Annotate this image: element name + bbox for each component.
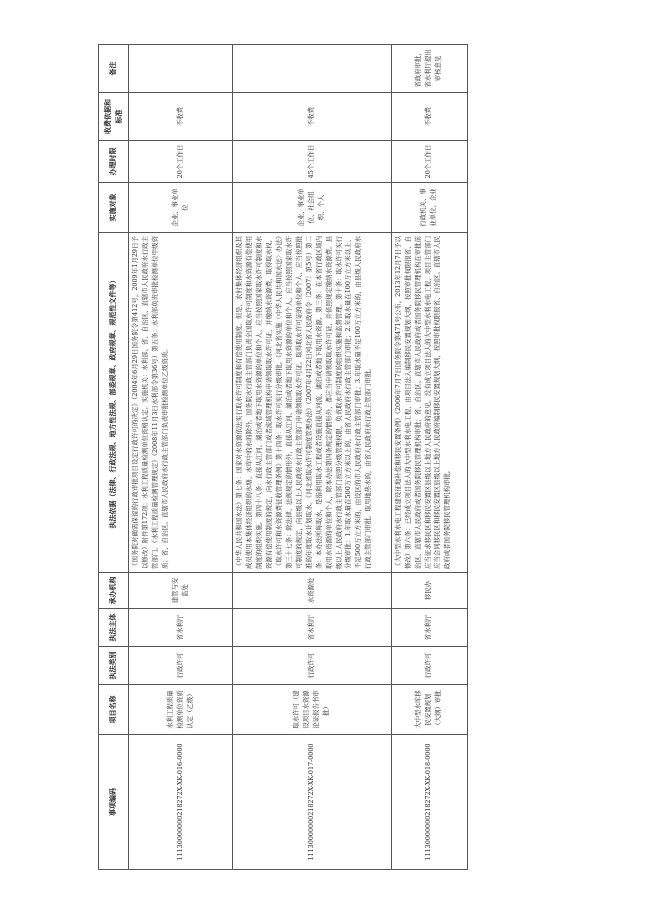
header-target: 实施对象	[99, 183, 129, 233]
cell-basis: 《大中型水利水电工程建设征地补偿和移民安置条例》（2006年7月7日国务院令第471号公布，2013年12月7日予以修改）第六条：已经成立项目法人的大中型水利水电工程，由项目法人编制移民安置规划大纲，按照审批权限报省、自治区、直辖市人民政府或者国务院移民管理机构审批；省、自治区、直辖市人民政府或者国务院移民管理机构在审批前应当征求移民区和移民安置区县级以上地方人民政府的意见。没有成立项目法人的大中型水利水电工程，项目主管部门应当会同移民区和移民安置区县级以上地方人民政府编制移民安置规划大纲，按照审批权限报省、自治区、直辖市人民政府或者国务院移民管理机构审批。	[391, 233, 467, 573]
header-time: 办理时限	[99, 141, 129, 183]
table-row	[233, 45, 391, 870]
header-subject: 执法主体	[99, 609, 129, 647]
table-header-row	[99, 45, 129, 870]
table-row	[391, 45, 467, 870]
cell-org: 建管与安监处	[129, 573, 233, 609]
table-row	[129, 45, 233, 870]
cell-fee: 不收费	[391, 93, 467, 141]
cell-subject: 省水利厅	[129, 609, 233, 647]
cell-time: 45个工作日	[233, 141, 391, 183]
cell-note: 省政府审批，省水利厅提出审核意见	[391, 45, 467, 93]
header-note: 备注	[99, 45, 129, 93]
cell-basis: 《国务院对确需保留的行政审批项目设定行政许可的决定》（2004年6月29日国务院令第412号，2009年1月29日予以修改）附件第172项：水利工程质量检测单位资格认定。实施机关：水利部、省、自治区、直辖市人民政府水行政主管部门。《水利工程质量检测管理规定》（2008年11月3日水利部令第36号）第五条：水利部负责审批检测单位甲级资质；省、自治区、直辖市人民政府水行政主管部门负责审批检测单位乙级资质。	[129, 233, 233, 573]
header-name: 项目名称	[99, 685, 129, 735]
cell-subject: 省水利厅	[391, 609, 467, 647]
cell-subject: 省水利厅	[233, 609, 391, 647]
cell-note	[233, 45, 391, 93]
cell-org: 移民办	[391, 573, 467, 609]
cell-type: 行政许可	[233, 647, 391, 685]
cell-target: 企业、事业单位	[129, 183, 233, 233]
header-basis: 执法依据（法律、行政法规、地方性法规、部委规章、政府规章、规范性文件等）	[99, 233, 129, 573]
header-fee: 收费依据和标准	[99, 93, 129, 141]
cell-code: 11130000000218272X-XK-018-0000	[391, 735, 467, 870]
header-type: 执法类别	[99, 647, 129, 685]
cell-code: 11130000000218272X-XK-016-0000	[129, 735, 233, 870]
rotated-table-container	[98, 45, 468, 870]
header-org: 承办机构	[99, 573, 129, 609]
cell-basis: 《中华人民共和国水法》第七条：国家对水资源依法实行取水许可制度和有偿使用制度。但是，农村集体经济组织及其成员使用本集体经济组织的水塘、水库中的水的除外。国务院水行政主管部门负责全国取水许可制度和水资源有偿使用制度的组织实施。第四十八条：直接从江河、湖泊或者地下取用水资源的单位和个人，应当按照国家取水许可制度和水资源有偿使用制度的规定，向水行政主管部门或者流域管理机构申请领取取水许可证，并缴纳水资源费，取得取水权。《取水许可和水资源费征收管理条例》第十四条：取水许可实行分级审批。《河北省实施〈中华人民共和国水法〉办法》第三十七条：除法律、法规规定的情形外，直接从江河、湖泊或者地下取用水资源的单位和个人，应当按照国家取水许可制度的规定，向县级以上人民政府水行政主管部门申请领取取水许可证。取得取水许可证的单位和个人，应当按照批准的年度取水计划取水。《河北省取水许可制度管理办法》（2007年4月22日河北省人民政府令〔2007〕第5号）第二条：本办法所称取水，是指利用取水工程或者设施直接从河流、湖泊或者地下取用水资源。第三条：在本省行政区域内取用水资源的单位和个人，除本办法第四条规定的情形外，都应当申请领取取水许可证，并依照规定缴纳水资源费。县级以上人民政府水行政主管部门按照分级管理权限，负责取水许可制度的组织实施和监督管理。第十条：取水许可实行分级审批：1.年取水量在500万立方米以上的，由省人民政府水行政主管部门审批；2.年取水量在100万立方米以上、不足500万立方米的，由设区的市人民政府水行政主管部门审批；3.年取水量不足100万立方米的，由县级人民政府水行政主管部门审批。取用地热水的，由省人民政府水行政主管部门审批。	[233, 233, 391, 573]
cell-name: 水利工程质量检测单位资质认定（乙级）	[129, 685, 233, 735]
cell-target: 企业、事业单位、社会组织、个人	[233, 183, 391, 233]
cell-note	[129, 45, 233, 93]
cell-name: 大中型水库移民安置规划（大纲）审批	[391, 685, 467, 735]
cell-time: 20个工作日	[129, 141, 233, 183]
cell-time: 20个工作日	[391, 141, 467, 183]
cell-type: 行政许可	[391, 647, 467, 685]
cell-fee: 不收费	[129, 93, 233, 141]
cell-target: 行政机关、事业单位、企业	[391, 183, 467, 233]
cell-type: 行政许可	[129, 647, 233, 685]
cell-name: 取水许可（建设项目水资源论证报告书审批）	[233, 685, 391, 735]
cell-org: 水资源处	[233, 573, 391, 609]
header-code: 事项编码	[99, 735, 129, 870]
administrative-enforcement-table	[98, 44, 468, 870]
cell-code: 11130000000218272X-XK-017-0000	[233, 735, 391, 870]
cell-fee: 不收费	[233, 93, 391, 141]
